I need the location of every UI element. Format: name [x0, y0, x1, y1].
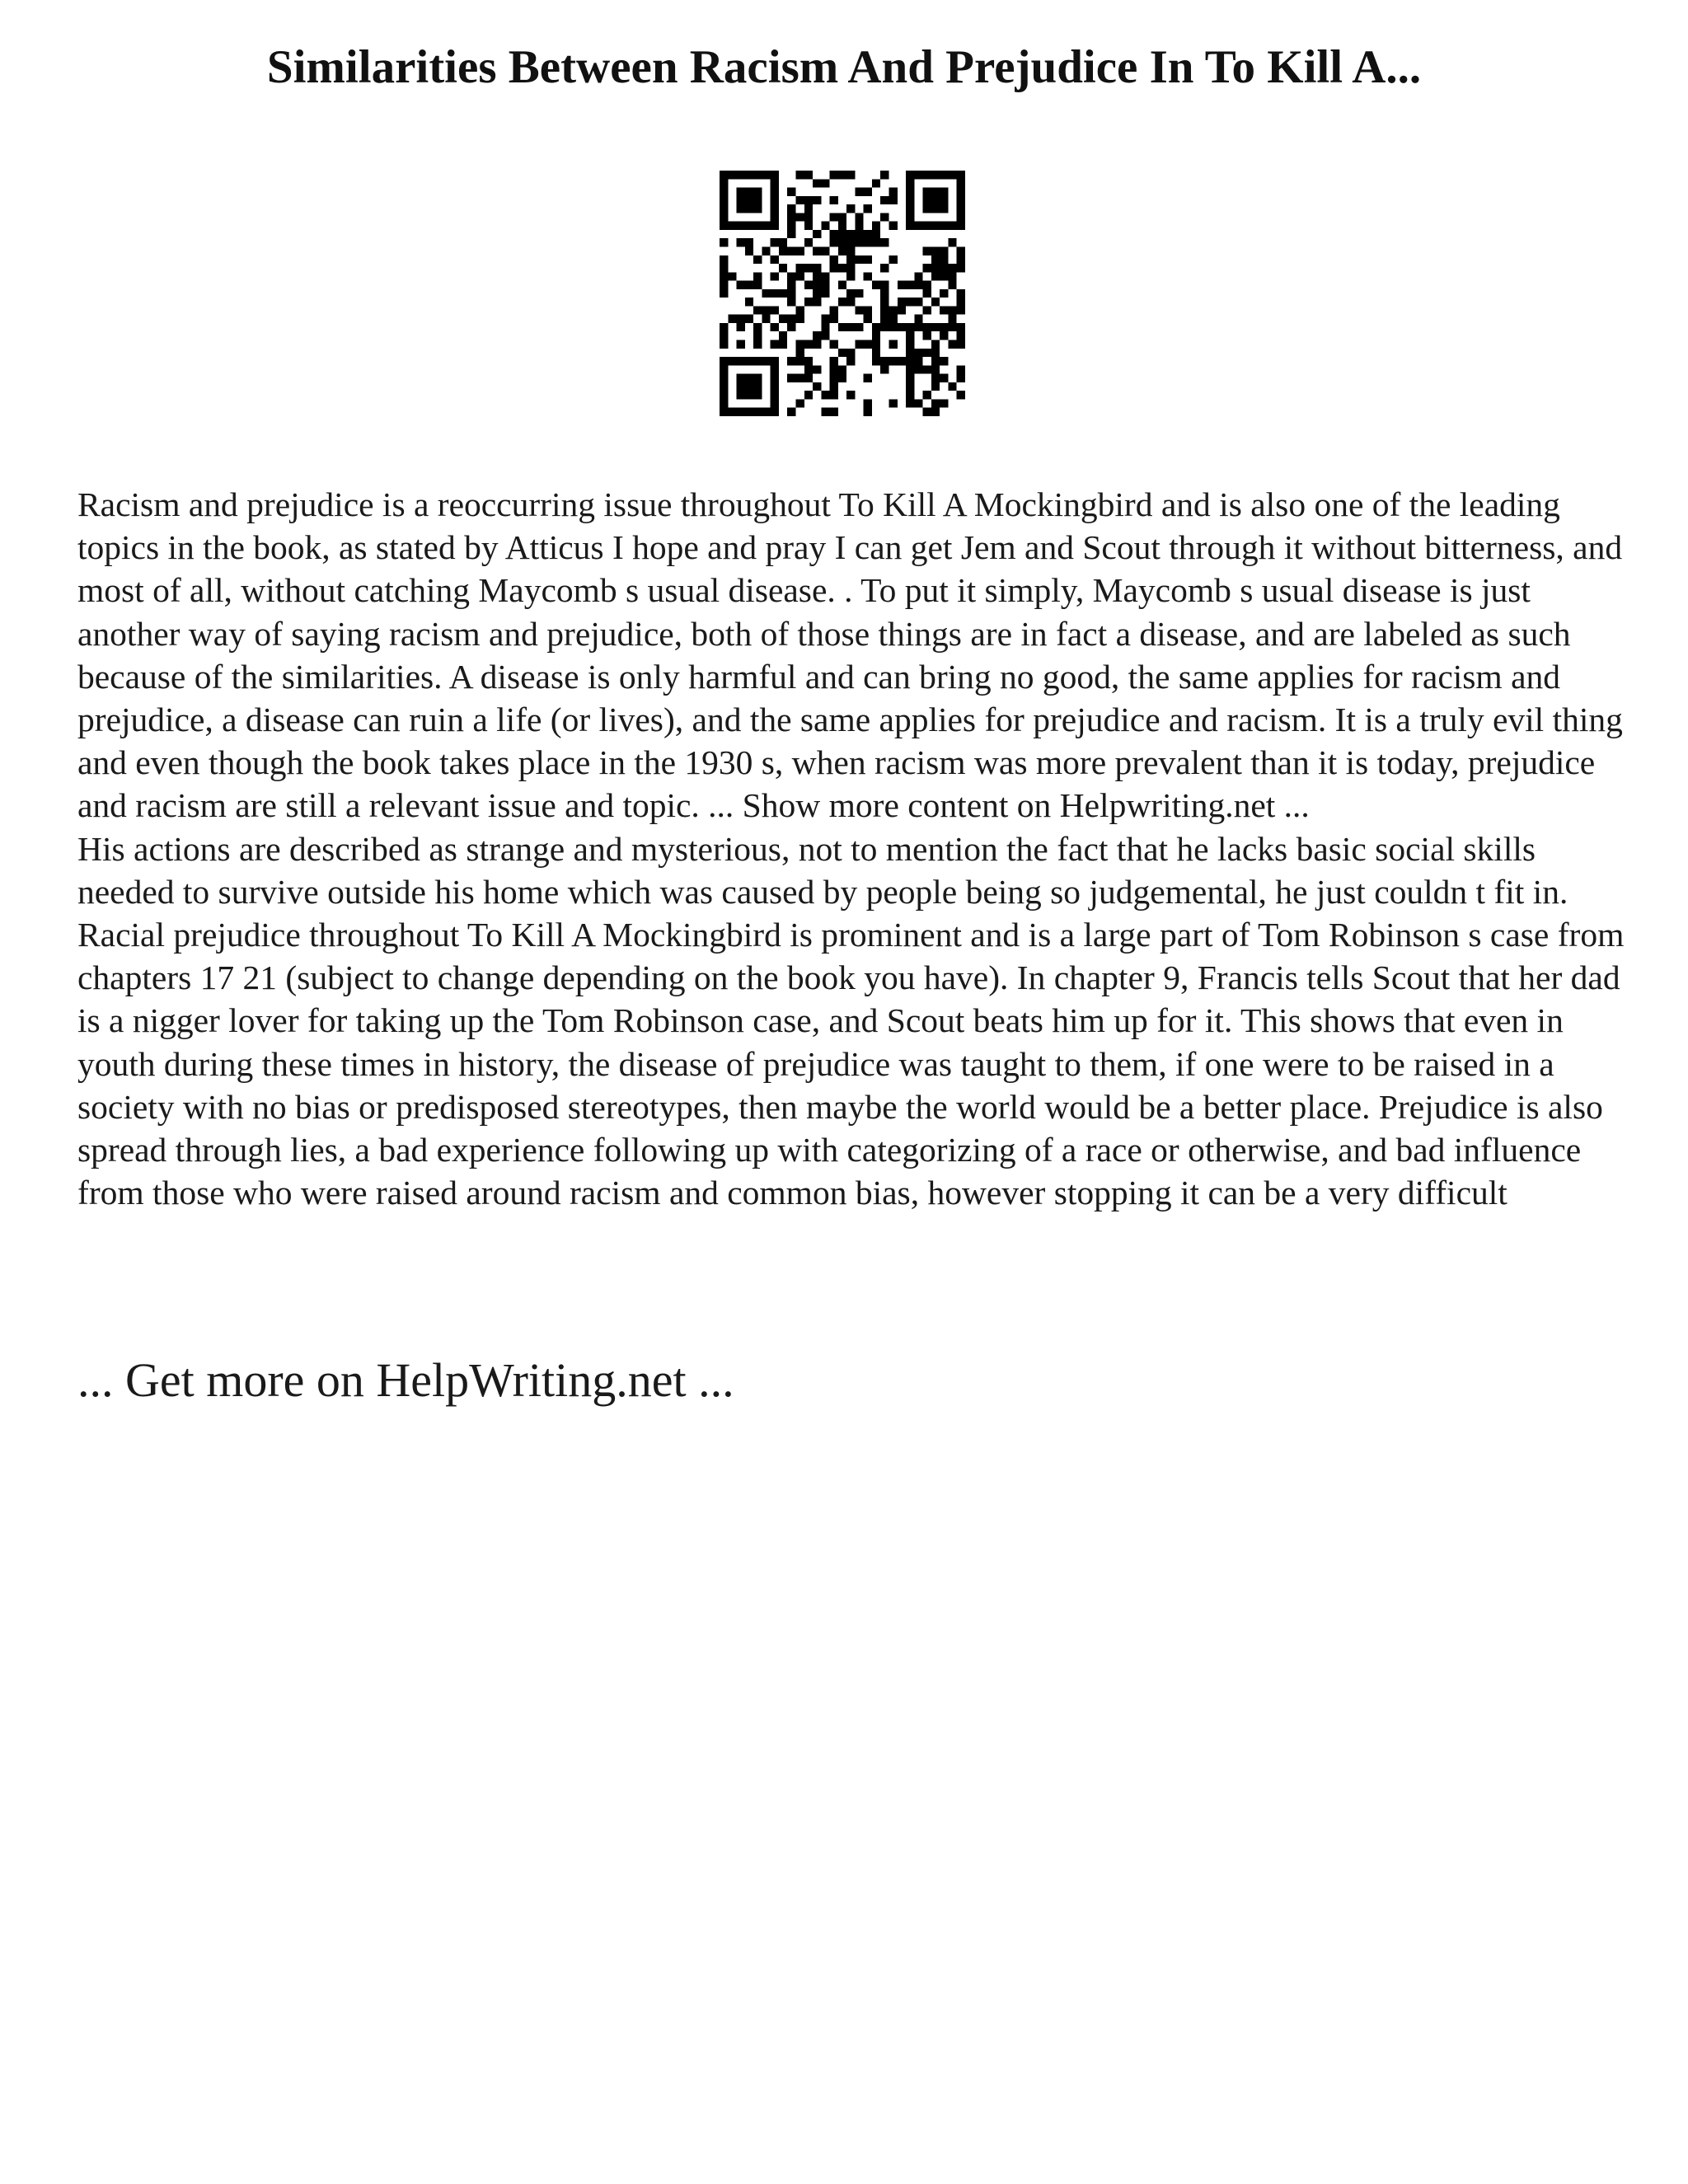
- essay-paragraph-2: His actions are described as strange and mysterious, not to mention the fact that he lacks basic social skills needed to survive outside his home which was caused by people being so judgemental, he just couldn t fit in. Racial prejudice throughout To Kill A Mockingbird is prominent and is a large part of Tom Robinson s case from chapters 17 21 (subject to change depending on the book you have). In chapter 9, Francis tells Scout that her dad is a nigger lover for taking up the Tom Robinson case, and Scout beats him up for it. This shows that even in youth during these times in history, the disease of prejudice was taught to them, if one were to be raised in a society with no bias or predisposed stereotypes, then maybe the world would be a better place. Prejudice is also spread through lies, a bad experience following up with categorizing of a race or otherwise, and bad influence from those who were raised around racism and common bias, however stopping it can be a very difficult: [77, 829, 1625, 1212]
- page-title: Similarities Between Racism And Prejudice In To Kill A...: [266, 41, 1422, 93]
- essay-paragraph-1: Racism and prejudice is a reoccurring issue throughout To Kill A Mockingbird and is also one of the leading topics in the book, as stated by Atticus I hope and pray I can get Jem and Scout through it without bitterness, and most of all, without catching Maycomb s usual disease. . To put it simply, Maycomb s usual disease is just another way of saying racism and prejudice, both of those things are in fact a disease, and are labeled as such because of the similarities. A disease is only harmful and can bring no good, the same applies for racism and prejudice, a disease can ruin a life (or lives), and the same applies for prejudice and racism. It is a truly evil thing and even though the book takes place in the 1930 s, when racism was more prevalent than it is today, prejudice and racism are still a relevant issue and topic. ... Show more content on Helpwriting.net ...: [77, 485, 1623, 825]
- essay-body: [77, 483, 1627, 1214]
- get-more-link[interactable]: ... Get more on HelpWriting.net ...: [77, 1353, 734, 1407]
- qr-code-icon: [720, 171, 965, 416]
